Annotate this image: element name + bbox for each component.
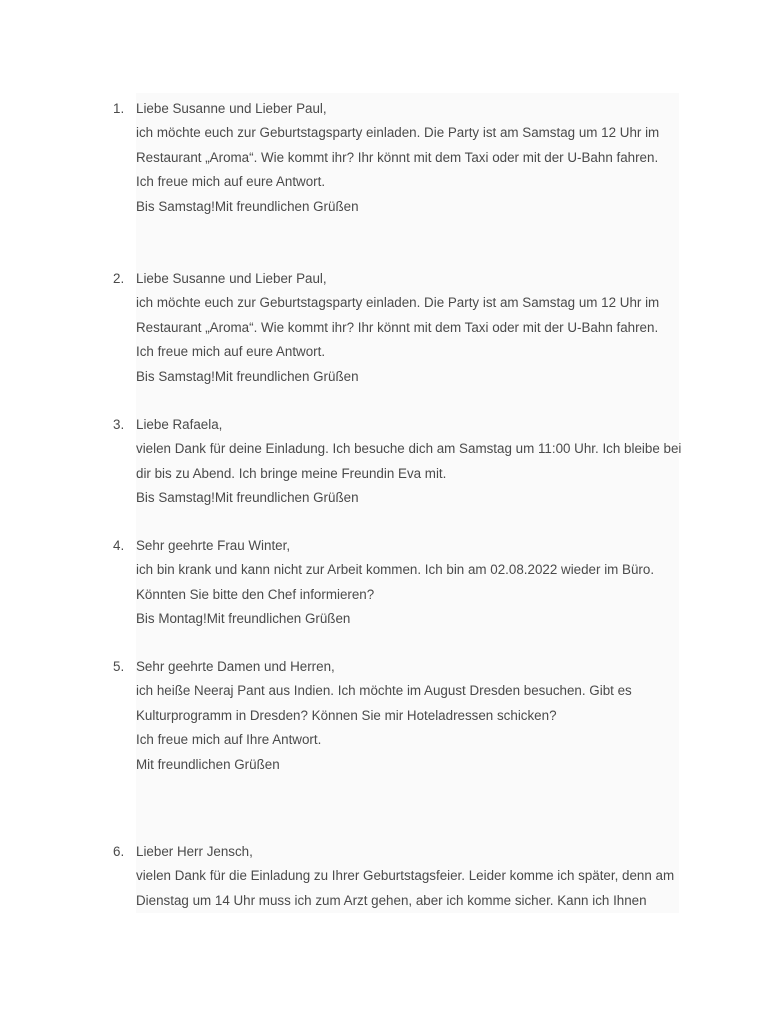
letter-greeting: Liebe Susanne und Lieber Paul, (136, 271, 327, 286)
letter-line: vielen Dank für deine Einladung. Ich besuche dich am Samstag um 11:00 Uhr. Ich bleibe bei (136, 441, 682, 457)
list-number: 5. (113, 659, 125, 674)
letter-closing: Bis Samstag!Mit freundlichen Grüßen (136, 198, 359, 214)
letter-line: ich möchte euch zur Geburtstagsparty einladen. Die Party ist am Samstag um 12 Uhr im (136, 295, 660, 311)
letter-body (136, 413, 681, 511)
letter-line: Ich freue mich auf eure Antwort. (136, 174, 326, 190)
letter-greeting: Liebe Rafaela, (136, 417, 223, 432)
letter-greeting: Sehr geehrte Damen und Herren, (136, 659, 335, 674)
letter-line: ich bin krank und kann nicht zur Arbeit kommen. Ich bin am 02.08.2022 wieder im Büro. (136, 562, 655, 578)
letter-closing: Mit freundlichen Grüßen (136, 756, 280, 772)
letter-body (136, 840, 681, 913)
letter-body (136, 655, 681, 777)
letter-line: ich heiße Neeraj Pant aus Indien. Ich möchte im August Dresden besuchen. Gibt es (136, 683, 632, 699)
letter-line: Ich freue mich auf eure Antwort. (136, 344, 326, 360)
list-number: 2. (113, 271, 125, 286)
letter-body (136, 97, 681, 219)
letter-closing: Bis Montag!Mit freundlichen Grüßen (136, 611, 351, 627)
list-number: 3. (113, 417, 125, 432)
letter-line: Ich freue mich auf Ihre Antwort. (136, 732, 322, 748)
letter-line: Kulturprogramm in Dresden? Können Sie mir Hoteladressen schicken? (136, 707, 557, 723)
letter-body (136, 534, 681, 632)
letter-greeting: Lieber Herr Jensch, (136, 844, 253, 859)
letter-line: Restaurant „Aroma“. Wie kommt ihr? Ihr könnt mit dem Taxi oder mit der U-Bahn fahren. (136, 149, 659, 165)
letter-body (136, 267, 681, 389)
letter-line: ich möchte euch zur Geburtstagsparty einladen. Die Party ist am Samstag um 12 Uhr im (136, 125, 660, 141)
letter-closing: Bis Samstag!Mit freundlichen Grüßen (136, 368, 359, 384)
letter-line: Dienstag um 14 Uhr muss ich zum Arzt gehen, aber ich komme sicher. Kann ich Ihnen (136, 892, 647, 908)
letter-greeting: Liebe Susanne und Lieber Paul, (136, 101, 327, 116)
letter-line: vielen Dank für die Einladung zu Ihrer Geburtstagsfeier. Leider komme ich später, denn am (136, 868, 675, 884)
letter-line: dir bis zu Abend. Ich bringe meine Freundin Eva mit. (136, 465, 447, 481)
letter-greeting: Sehr geehrte Frau Winter, (136, 538, 291, 553)
list-number: 6. (113, 844, 125, 859)
list-number: 4. (113, 538, 125, 553)
letter-line: Restaurant „Aroma“. Wie kommt ihr? Ihr könnt mit dem Taxi oder mit der U-Bahn fahren. (136, 319, 659, 335)
letter-line: Könnten Sie bitte den Chef informieren? (136, 586, 375, 602)
list-number: 1. (113, 101, 125, 116)
letter-closing: Bis Samstag!Mit freundlichen Grüßen (136, 490, 359, 506)
